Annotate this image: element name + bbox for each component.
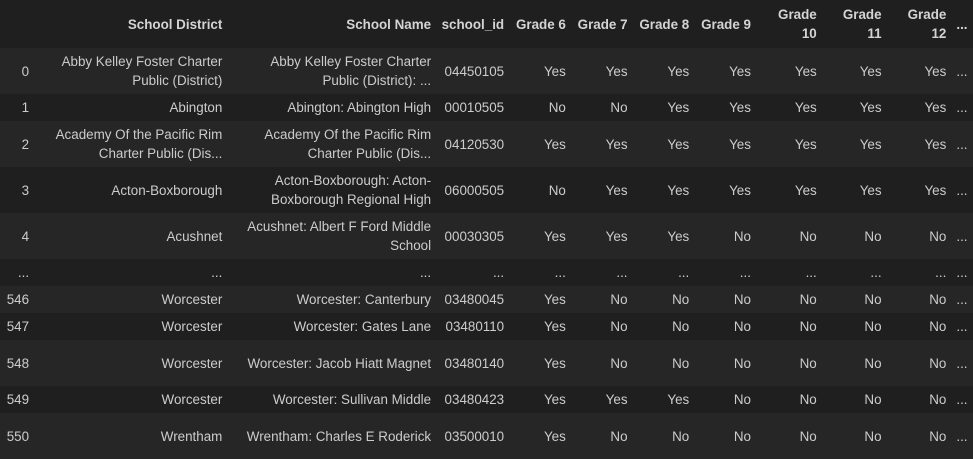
- grade-12-cell: Yes: [924, 182, 947, 198]
- grade-7-cell: No: [610, 292, 628, 307]
- more-cell: ...: [956, 292, 968, 307]
- school-id-cell: 03500010: [444, 428, 505, 444]
- grade-9-cell: No: [733, 355, 751, 371]
- grade-12-cell: No: [929, 355, 947, 371]
- grade-9-cell: No: [733, 428, 751, 444]
- table-row: [0, 167, 973, 213]
- more-cell: ...: [956, 319, 968, 334]
- grade-8-cell: Yes: [667, 182, 690, 198]
- table-row: [0, 340, 973, 386]
- grade-7-cell: No: [610, 355, 628, 371]
- school-name-cell: Acushnet: Albert F Ford Middle School: [247, 219, 432, 253]
- grade-6-cell: Yes: [543, 292, 566, 307]
- grade-6-cell: Yes: [543, 319, 566, 334]
- grade-11-cell: ...: [870, 265, 882, 280]
- row-index: 0: [21, 63, 30, 79]
- grade-6-cell: ...: [554, 265, 566, 280]
- table-row: [0, 48, 973, 94]
- grade-8-cell: Yes: [667, 228, 690, 244]
- grade-9-cell: Yes: [729, 136, 751, 152]
- grade-6-cell: Yes: [543, 428, 566, 444]
- grade-6-cell: Yes: [543, 355, 566, 371]
- school-id-cell: ...: [492, 265, 505, 280]
- school-name-cell: Worcester: Canterbury: [296, 292, 432, 307]
- grade-8-cell: Yes: [667, 100, 690, 115]
- grade-12-cell: Yes: [924, 100, 947, 115]
- grade-6-cell: Yes: [543, 228, 566, 244]
- school-district-cell: Worcester: [161, 392, 223, 407]
- grade-6-cell: No: [548, 182, 566, 198]
- school-id-cell: 04450105: [444, 63, 505, 79]
- grade-11-cell: Yes: [859, 136, 882, 152]
- grade-11-cell: No: [864, 292, 882, 307]
- school-id-cell: 03480140: [444, 355, 505, 371]
- school-name-cell: Acton-Boxborough: Acton-Boxborough Regional High: [271, 173, 432, 207]
- header-row: [0, 0, 973, 48]
- school-name-cell: Worcester: Jacob Hiatt Magnet: [247, 355, 432, 371]
- row-index: 1: [21, 100, 30, 115]
- header-index: [0, 0, 39, 48]
- grade-8-cell: Yes: [667, 392, 690, 407]
- school-district-cell: Abby Kelley Foster Charter Public (District): [61, 54, 223, 88]
- more-cell: ...: [956, 428, 968, 444]
- school-district-cell: Worcester: [161, 292, 223, 307]
- grade-7-cell: ...: [616, 265, 628, 280]
- row-index: 3: [21, 182, 30, 198]
- school-id-cell: 03480045: [444, 292, 505, 307]
- grade-7-cell: Yes: [605, 136, 628, 152]
- grade-11-cell: Yes: [859, 100, 882, 115]
- row-index: 2: [21, 136, 30, 152]
- table-row: [0, 94, 973, 121]
- grade-11-cell: Yes: [859, 63, 882, 79]
- school-name-cell: Academy Of the Pacific Rim Charter Public (Dis...: [264, 127, 432, 161]
- table-row: [0, 213, 973, 259]
- grade-8-cell: No: [672, 292, 690, 307]
- school-district-cell: Abington: [169, 100, 223, 115]
- more-cell: ...: [956, 228, 968, 244]
- grade-9-cell: Yes: [729, 100, 751, 115]
- grade-11-cell: No: [864, 428, 882, 444]
- grade-12-cell: No: [929, 228, 947, 244]
- grade-11-cell: No: [864, 319, 882, 334]
- row-index: 546: [6, 292, 30, 307]
- grade-10-cell: No: [799, 355, 817, 371]
- school-name-cell: Worcester: Gates Lane: [293, 319, 432, 334]
- grade-7-cell: Yes: [605, 228, 628, 244]
- grade-9-cell: Yes: [729, 182, 751, 198]
- grade-12-cell: Yes: [924, 136, 947, 152]
- school-district-cell: Acton-Boxborough: [111, 182, 223, 198]
- row-index: 4: [21, 228, 30, 244]
- grade-12-cell: No: [929, 292, 947, 307]
- table-row: [0, 259, 973, 286]
- school-district-cell: Worcester: [161, 319, 223, 334]
- header-grade-8: Grade 8: [639, 16, 690, 32]
- school-district-cell: Acushnet: [166, 228, 223, 244]
- row-index: 548: [6, 355, 30, 371]
- grade-10-cell: No: [799, 428, 817, 444]
- school-id-cell: 06000505: [444, 182, 505, 198]
- school-district-cell: Wrentham: [160, 428, 223, 444]
- grade-10-cell: No: [799, 292, 817, 307]
- grade-10-cell: Yes: [794, 182, 817, 198]
- school-name-cell: Worcester: Sullivan Middle: [272, 392, 432, 407]
- school-district-cell: Worcester: [161, 355, 223, 371]
- more-cell: ...: [956, 136, 968, 152]
- header-school-name: School Name: [346, 16, 432, 32]
- header-grade-6: Grade 6: [515, 16, 566, 32]
- school-name-cell: Wrentham: Charles E Roderick: [246, 428, 432, 444]
- grade-8-cell: No: [672, 319, 690, 334]
- header-grade-12: Grade 12: [907, 7, 947, 41]
- grade-10-cell: No: [799, 228, 817, 244]
- school-id-cell: 03480423: [444, 392, 505, 407]
- more-cell: ...: [956, 100, 968, 115]
- grade-7-cell: No: [610, 319, 628, 334]
- grade-12-cell: Yes: [924, 63, 947, 79]
- grade-6-cell: Yes: [543, 392, 566, 407]
- grade-11-cell: No: [864, 392, 882, 407]
- grade-6-cell: Yes: [543, 136, 566, 152]
- grade-12-cell: No: [929, 319, 947, 334]
- more-cell: ...: [956, 182, 968, 198]
- grade-9-cell: No: [733, 292, 751, 307]
- grade-9-cell: No: [733, 392, 751, 407]
- grade-12-cell: No: [929, 392, 947, 407]
- header-grade-10: Grade 10: [778, 7, 817, 41]
- table-row: [0, 413, 973, 459]
- grade-8-cell: Yes: [667, 136, 690, 152]
- grade-9-cell: No: [733, 228, 751, 244]
- school-id-cell: 00010505: [444, 100, 505, 115]
- grade-12-cell: ...: [935, 265, 947, 280]
- school-name-cell: Abby Kelley Foster Charter Public (District): ...: [270, 54, 432, 88]
- more-cell: ...: [956, 265, 968, 280]
- grade-11-cell: Yes: [859, 182, 882, 198]
- school-district-cell: Academy Of the Pacific Rim Charter Public (Dis...: [55, 127, 223, 161]
- grade-10-cell: Yes: [794, 63, 817, 79]
- grade-7-cell: No: [610, 428, 628, 444]
- grade-7-cell: Yes: [605, 63, 628, 79]
- table-row: [0, 121, 973, 167]
- grade-12-cell: No: [929, 428, 947, 444]
- grade-9-cell: Yes: [729, 63, 751, 79]
- table-row: [0, 313, 973, 340]
- school-district-cell: ...: [211, 265, 223, 280]
- grade-10-cell: Yes: [794, 100, 817, 115]
- school-id-cell: 00030305: [444, 228, 505, 244]
- header-more-columns: ...: [956, 16, 968, 32]
- more-cell: ...: [956, 355, 968, 371]
- row-index: ...: [17, 265, 30, 280]
- table-row: [0, 386, 973, 413]
- school-name-cell: Abington: Abington High: [287, 100, 432, 115]
- header-grade-9: Grade 9: [701, 16, 751, 32]
- grade-11-cell: No: [864, 228, 882, 244]
- school-id-cell: 03480110: [445, 319, 505, 334]
- row-index: 549: [6, 392, 30, 407]
- grade-9-cell: No: [733, 319, 751, 334]
- grade-6-cell: Yes: [543, 63, 566, 79]
- grade-7-cell: No: [610, 100, 628, 115]
- grade-10-cell: No: [799, 319, 817, 334]
- header-grade-11: Grade 11: [842, 7, 882, 41]
- grade-7-cell: Yes: [605, 182, 628, 198]
- grade-10-cell: No: [799, 392, 817, 407]
- header-grade-7: Grade 7: [577, 16, 628, 32]
- grade-10-cell: ...: [805, 265, 817, 280]
- grade-7-cell: Yes: [605, 392, 628, 407]
- grade-10-cell: Yes: [794, 136, 817, 152]
- header-school-id: school_id: [441, 16, 505, 32]
- table-row: [0, 286, 973, 313]
- more-cell: ...: [956, 63, 968, 79]
- grade-9-cell: ...: [739, 265, 751, 280]
- grade-8-cell: No: [672, 428, 690, 444]
- school-id-cell: 04120530: [444, 136, 505, 152]
- more-cell: ...: [956, 392, 968, 407]
- row-index: 547: [6, 319, 30, 334]
- grade-6-cell: No: [548, 100, 566, 115]
- grade-8-cell: ...: [678, 265, 690, 280]
- row-index: 550: [6, 428, 30, 444]
- grade-8-cell: No: [672, 355, 690, 371]
- grade-11-cell: No: [864, 355, 882, 371]
- header-school-district: School District: [127, 16, 223, 32]
- grade-8-cell: Yes: [667, 63, 690, 79]
- school-name-cell: ...: [419, 265, 432, 280]
